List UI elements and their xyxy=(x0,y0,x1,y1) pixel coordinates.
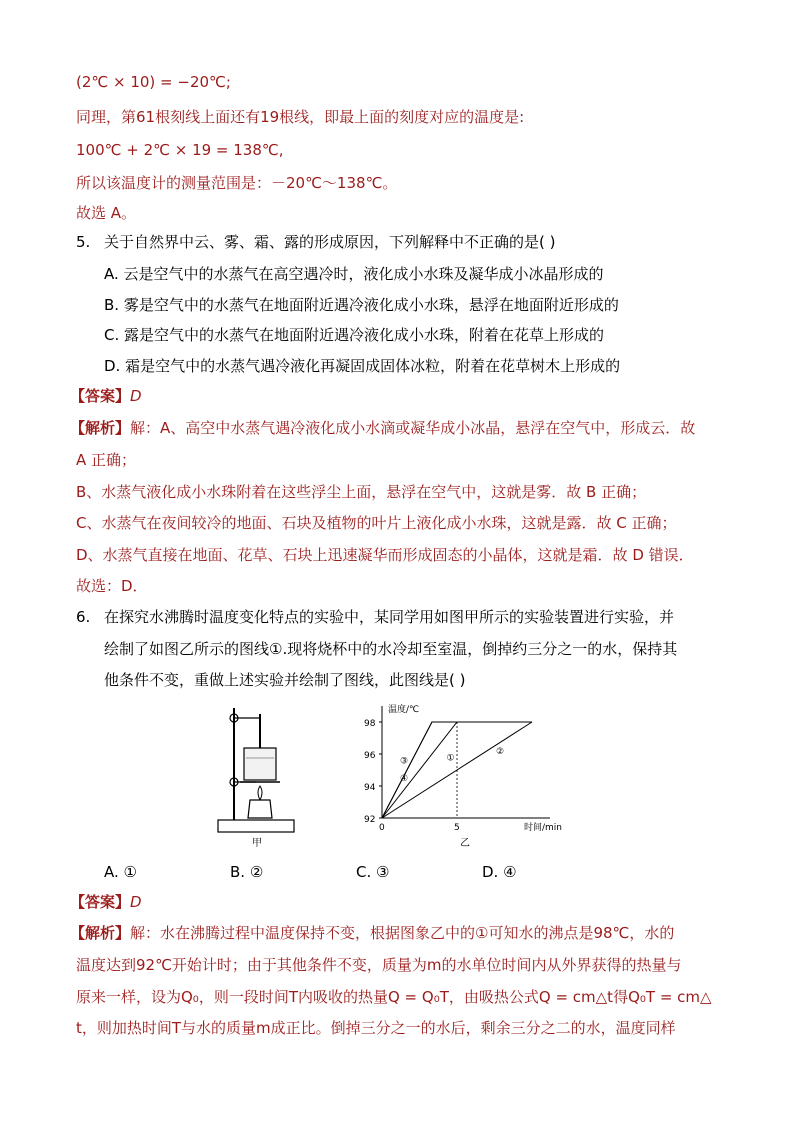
analysis-label: 【解析】 xyxy=(70,419,131,437)
temperature-graph xyxy=(356,700,566,850)
option-c: C. 露是空气中的水蒸气在地面附近遇冷液化成小水珠，附着在花草上形成的 xyxy=(104,326,605,344)
answer-row xyxy=(70,385,142,407)
option-b: B. ② xyxy=(230,863,264,881)
analysis-line: C、水蒸气在夜间较冷的地面、石块及植物的叶片上液化成小水珠，这就是露．故 C 正确； xyxy=(76,514,677,532)
question-stem: 绘制了如图乙所示的图线①.现将烧杯中的水冷却至室温，倒掉约三分之一的水，保持其 xyxy=(104,640,678,658)
x-tick-label: 5 xyxy=(454,823,460,833)
analysis-line: D、水蒸气直接在地面、花草、石块上迅速凝华而形成固态的小晶体，这就是霜．故 D 错误． xyxy=(76,546,694,564)
text-line: 故选 A。 xyxy=(76,204,137,222)
answer-row xyxy=(70,891,142,913)
figure-caption-jia: 甲 xyxy=(252,838,262,849)
text-line: 所以该温度计的测量范围是：－20℃～138℃。 xyxy=(76,174,398,192)
y-tick-label: 98 xyxy=(364,719,376,729)
y-tick-label: 94 xyxy=(364,783,376,793)
alcohol-lamp xyxy=(248,800,272,818)
series-label: ① xyxy=(446,753,455,764)
question-stem: 关于自然界中云、雾、霜、露的形成原因，下列解释中不正确的是( ) xyxy=(104,233,556,251)
x-tick-label: 0 xyxy=(379,823,385,833)
analysis-line: 原来一样，设为Q₀，则一段时间T内吸收的热量Q = Q₀T，由吸热公式Q = cm△t得Q₀T = cm△ xyxy=(76,988,712,1006)
y-axis-label: 温度/℃ xyxy=(388,705,420,715)
series-label: ③ xyxy=(400,756,409,767)
analysis-line: t，则加热时间T与水的质量m成正比。倒掉三分之一的水后，剩余三分之二的水，温度同样 xyxy=(76,1019,676,1037)
analysis-line: 故选：D． xyxy=(76,577,148,595)
option-d: D. 霜是空气中的水蒸气遇冷液化再凝固成固体冰粒，附着在花草树木上形成的 xyxy=(104,357,621,375)
answer-label: 【答案】 xyxy=(70,893,131,911)
analysis-line: 温度达到92℃开始计时；由于其他条件不变，质量为m的水单位时间内从外界获得的热量与 xyxy=(76,956,682,974)
text-line: (2℃ × 10) = −20℃; xyxy=(76,73,231,91)
analysis-line: A 正确； xyxy=(76,451,137,469)
option-c: C. ③ xyxy=(356,863,390,881)
series-label: ② xyxy=(496,747,505,757)
text-line: 100℃ + 2℃ × 19 = 138℃, xyxy=(76,141,284,159)
x-axis-label: 时间/min xyxy=(524,823,563,833)
option-a: A. 云是空气中的水蒸气在高空遇冷时，液化成小水珠及凝华成小冰晶形成的 xyxy=(104,265,604,283)
apparatus-figure xyxy=(212,700,302,850)
analysis-row xyxy=(70,417,695,439)
beaker xyxy=(244,748,276,780)
answer-label: 【答案】 xyxy=(70,387,131,405)
analysis-text: 解：水在沸腾过程中温度保持不变，根据图象乙中的①可知水的沸点是98℃，水的 xyxy=(130,924,675,942)
stand-base xyxy=(218,820,294,832)
option-d: D. ④ xyxy=(482,863,517,881)
option-a: A. ① xyxy=(104,863,137,881)
analysis-text: 解：A、高空中水蒸气遇冷液化成小水滴或凝华成小冰晶，悬浮在空气中，形成云．故 xyxy=(130,419,696,437)
y-tick-label: 96 xyxy=(364,751,376,761)
option-b: B. 雾是空气中的水蒸气在地面附近遇冷液化成小水珠，悬浮在地面附近形成的 xyxy=(104,296,619,314)
answer-value: D xyxy=(130,893,142,911)
question-stem: 在探究水沸腾时温度变化特点的实验中，某同学用如图甲所示的实验装置进行实验，并 xyxy=(104,608,675,626)
analysis-row xyxy=(70,922,674,944)
question-stem: 他条件不变，重做上述实验并绘制了图线，此图线是( ) xyxy=(104,671,466,689)
y-tick-label: 92 xyxy=(364,815,376,825)
question-number: 5. xyxy=(76,233,91,251)
text-line: 同理，第61根刻线上面还有19根线，即最上面的刻度对应的温度是: xyxy=(76,108,525,126)
analysis-line: B、水蒸气液化成小水珠附着在这些浮尘上面，悬浮在空气中，这就是雾．故 B 正确； xyxy=(76,483,647,501)
question-number: 6. xyxy=(76,608,91,626)
analysis-label: 【解析】 xyxy=(70,924,131,942)
answer-value: D xyxy=(130,387,142,405)
figure-caption-yi: 乙 xyxy=(460,838,470,849)
series-label: ④ xyxy=(400,774,409,785)
